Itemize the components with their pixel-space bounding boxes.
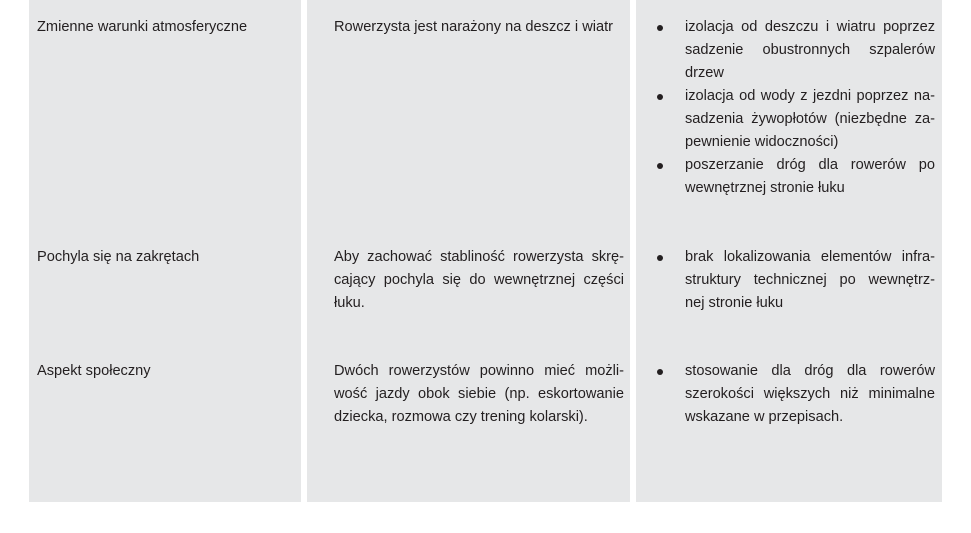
description-line: Aby zachować stabliność rowerzysta skrę- [334,249,624,265]
row-1-factor: Zmienne warunki atmosferyczne [37,19,248,35]
list-item [685,246,935,315]
row-2-measures [685,246,935,315]
row-2-factor: Pochyla się na zakrętach [37,249,200,265]
list-item-line: sadzenia żywopłotów (niezbędne za- [685,111,935,127]
list-item-line: stosowanie dla dróg dla rowerów [685,363,935,379]
list-item-line: wskazane w przepisach. [685,409,844,425]
bullet-icon [657,25,663,31]
description-line: Dwóch rowerzystów powinno mieć możli- [334,363,624,379]
list-item-line: poszerzanie dróg dla rowerów po [685,157,935,173]
row-3-factor: Aspekt społeczny [37,363,151,379]
list-item-line: sadzenie obustronnych szpalerów [685,42,935,58]
list-item [685,85,935,154]
bullet-icon [657,369,663,375]
row-3-measures [685,360,935,429]
bullet-icon [657,94,663,100]
description-line: łuku. [334,295,365,311]
bullet-icon [657,255,663,261]
list-item-line: szerokości większych niż minimalne [685,386,935,402]
list-item-line: brak lokalizowania elementów infra- [685,249,935,265]
row-1-description-line: Rowerzysta jest narażony na deszcz i wiatr [334,19,614,35]
list-item [685,154,935,200]
list-item [685,16,935,85]
description-line: cający pochyla się do wewnętrznej części [334,272,624,288]
list-item-line: drzew [685,65,724,81]
row-3-description [334,360,624,429]
list-item [685,360,935,429]
row-1-measures [685,16,935,200]
description-line: dziecka, rozmowa czy trening kolarski). [334,409,588,425]
list-item-line: struktury technicznej po wewnętrz- [685,272,935,288]
row-1-description [334,16,624,39]
row-2-description [334,246,624,315]
list-item-line: wewnętrznej stronie łuku [685,180,845,196]
list-item-line: izolacja od deszczu i wiatru poprzez [685,19,935,35]
description-line: wość jazdy obok siebie (np. eskortowanie [334,386,624,402]
list-item-line: nej stronie łuku [685,295,784,311]
bullet-icon [657,163,663,169]
list-item-line: pewnienie widoczności) [685,134,839,150]
list-item-line: izolacja od wody z jezdni poprzez na- [685,88,935,104]
